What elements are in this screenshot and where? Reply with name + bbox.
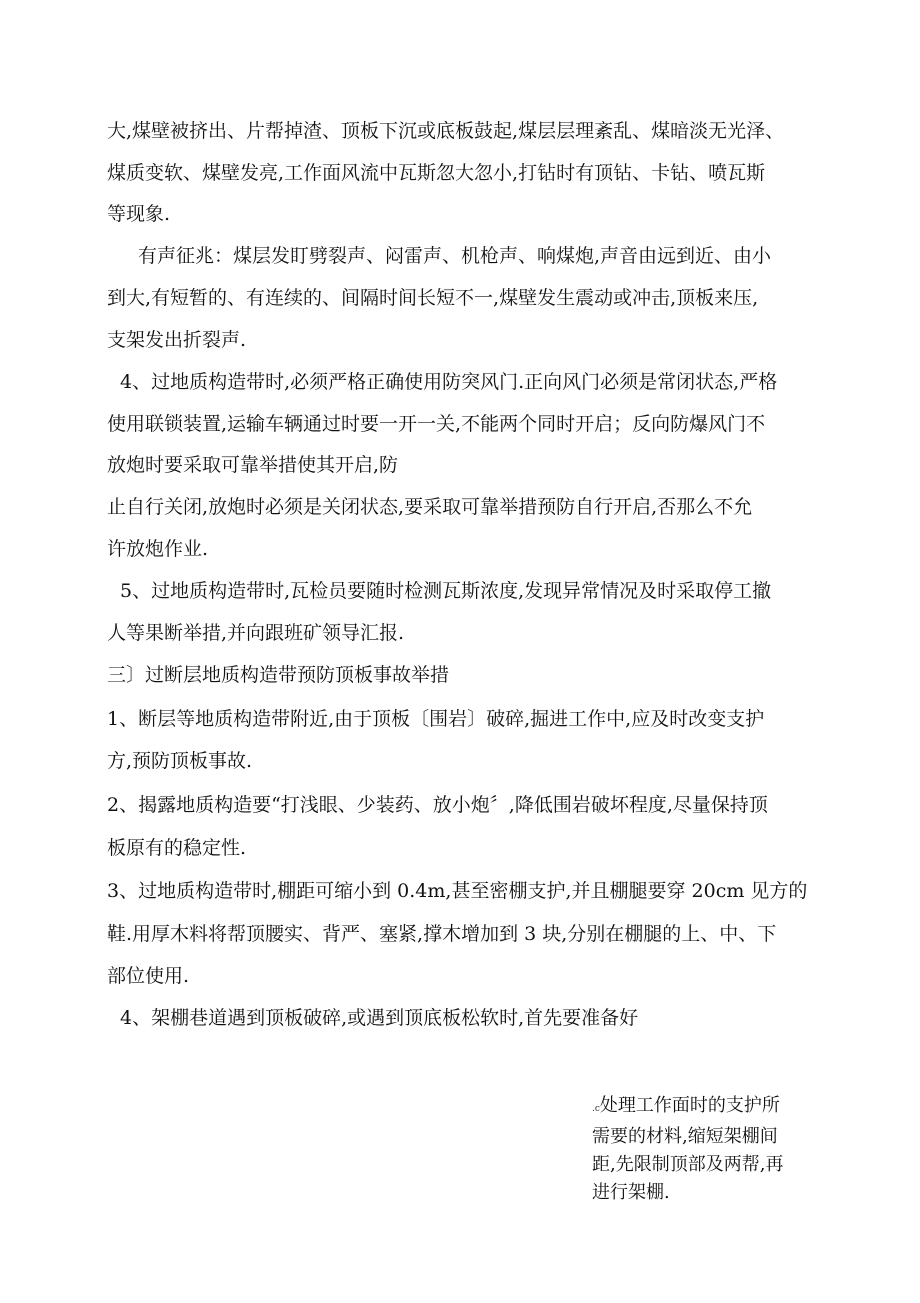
sidebar-line: 距,先限制顶部及两帮,再 — [592, 1154, 784, 1175]
sidebar-mark: .c — [592, 1104, 600, 1114]
text-line: 板原有的稳定性. — [107, 837, 247, 859]
text-line: 3、过地质构造带时,棚距可缩小到 0.4m,甚至密棚支护,并且棚腿要穿 20cm 见方的 — [107, 880, 808, 902]
text-line: 1、断层等地质构造带附近,由于顶板〔围岩〕破碎,掘进工作中,应及时改变支护 — [107, 708, 765, 730]
text-line: 放炮时要采取可靠举措使其开启,防 — [107, 454, 399, 476]
text-line: 4、过地质构造带时,必须严格正确使用防突风门.正向风门必须是常闭状态,严格 — [120, 371, 778, 393]
text-line: 到大,有短暂的、有连续的、间隔时间长短不一,煤壁发生震动或冲击,顶板来压, — [107, 287, 759, 309]
sidebar-line — [592, 1092, 832, 1123]
sidebar-line: 需要的材料,缩短架棚间 — [592, 1126, 778, 1147]
text-line: 煤质变软、煤壁发亮,工作面风流中瓦斯忽大忽小,打钻时有顶钻、卡钻、喷瓦斯 — [107, 162, 766, 184]
text-line: 4、架棚巷道遇到顶板破碎,或遇到顶底板松软时,首先要准备好 — [120, 1007, 639, 1029]
sidebar-line-text: 处理工作面时的支护所 — [599, 1095, 780, 1116]
section-heading: 三〕过断层地质构造带预防顶板事故举措 — [107, 664, 450, 686]
text-line: 有声征兆：煤层发盯劈裂声、闷雷声、机枪声、响煤炮,声音由远到近、由小 — [138, 245, 772, 267]
text-line: 人等果断举措,并向跟班矿领导汇报. — [107, 622, 405, 644]
text-line: 鞋.用厚木料将帮顶腰实、背严、塞紧,撑木增加到 3 块,分别在棚腿的上、中、下 — [107, 923, 777, 945]
text-line: 等现象. — [107, 203, 171, 225]
text-line: 支架发出折裂声. — [107, 329, 247, 351]
text-line: 使用联锁装置,运输车辆通过时要一开一关,不能两个同时开启；反向防爆风门不 — [107, 413, 766, 435]
text-line: 方,预防顶板事故. — [107, 750, 253, 772]
sidebar-note — [592, 1092, 832, 1207]
text-line: 5、过地质构造带时,瓦检员要随时检测瓦斯浓度,发现异常情况及时采取停工撤 — [120, 580, 772, 602]
text-line: 2、揭露地质构造要“打浅眼、少装药、放小炮〞,降低围岩破坏程度,尽量保持顶 — [107, 794, 768, 816]
text-line: 大,煤壁被挤出、片帮掉渣、顶板下沉或底板鼓起,煤层层理紊乱、煤暗淡无光泽、 — [107, 120, 785, 142]
text-line: 部位使用. — [107, 965, 190, 987]
text-line: 许放炮作业. — [107, 538, 209, 560]
text-line: 止自行关闭,放炮时必须是关闭状态,要采取可靠举措预防自行开启,否那么不允 — [107, 496, 753, 518]
sidebar-line: 进行架棚. — [592, 1182, 670, 1203]
